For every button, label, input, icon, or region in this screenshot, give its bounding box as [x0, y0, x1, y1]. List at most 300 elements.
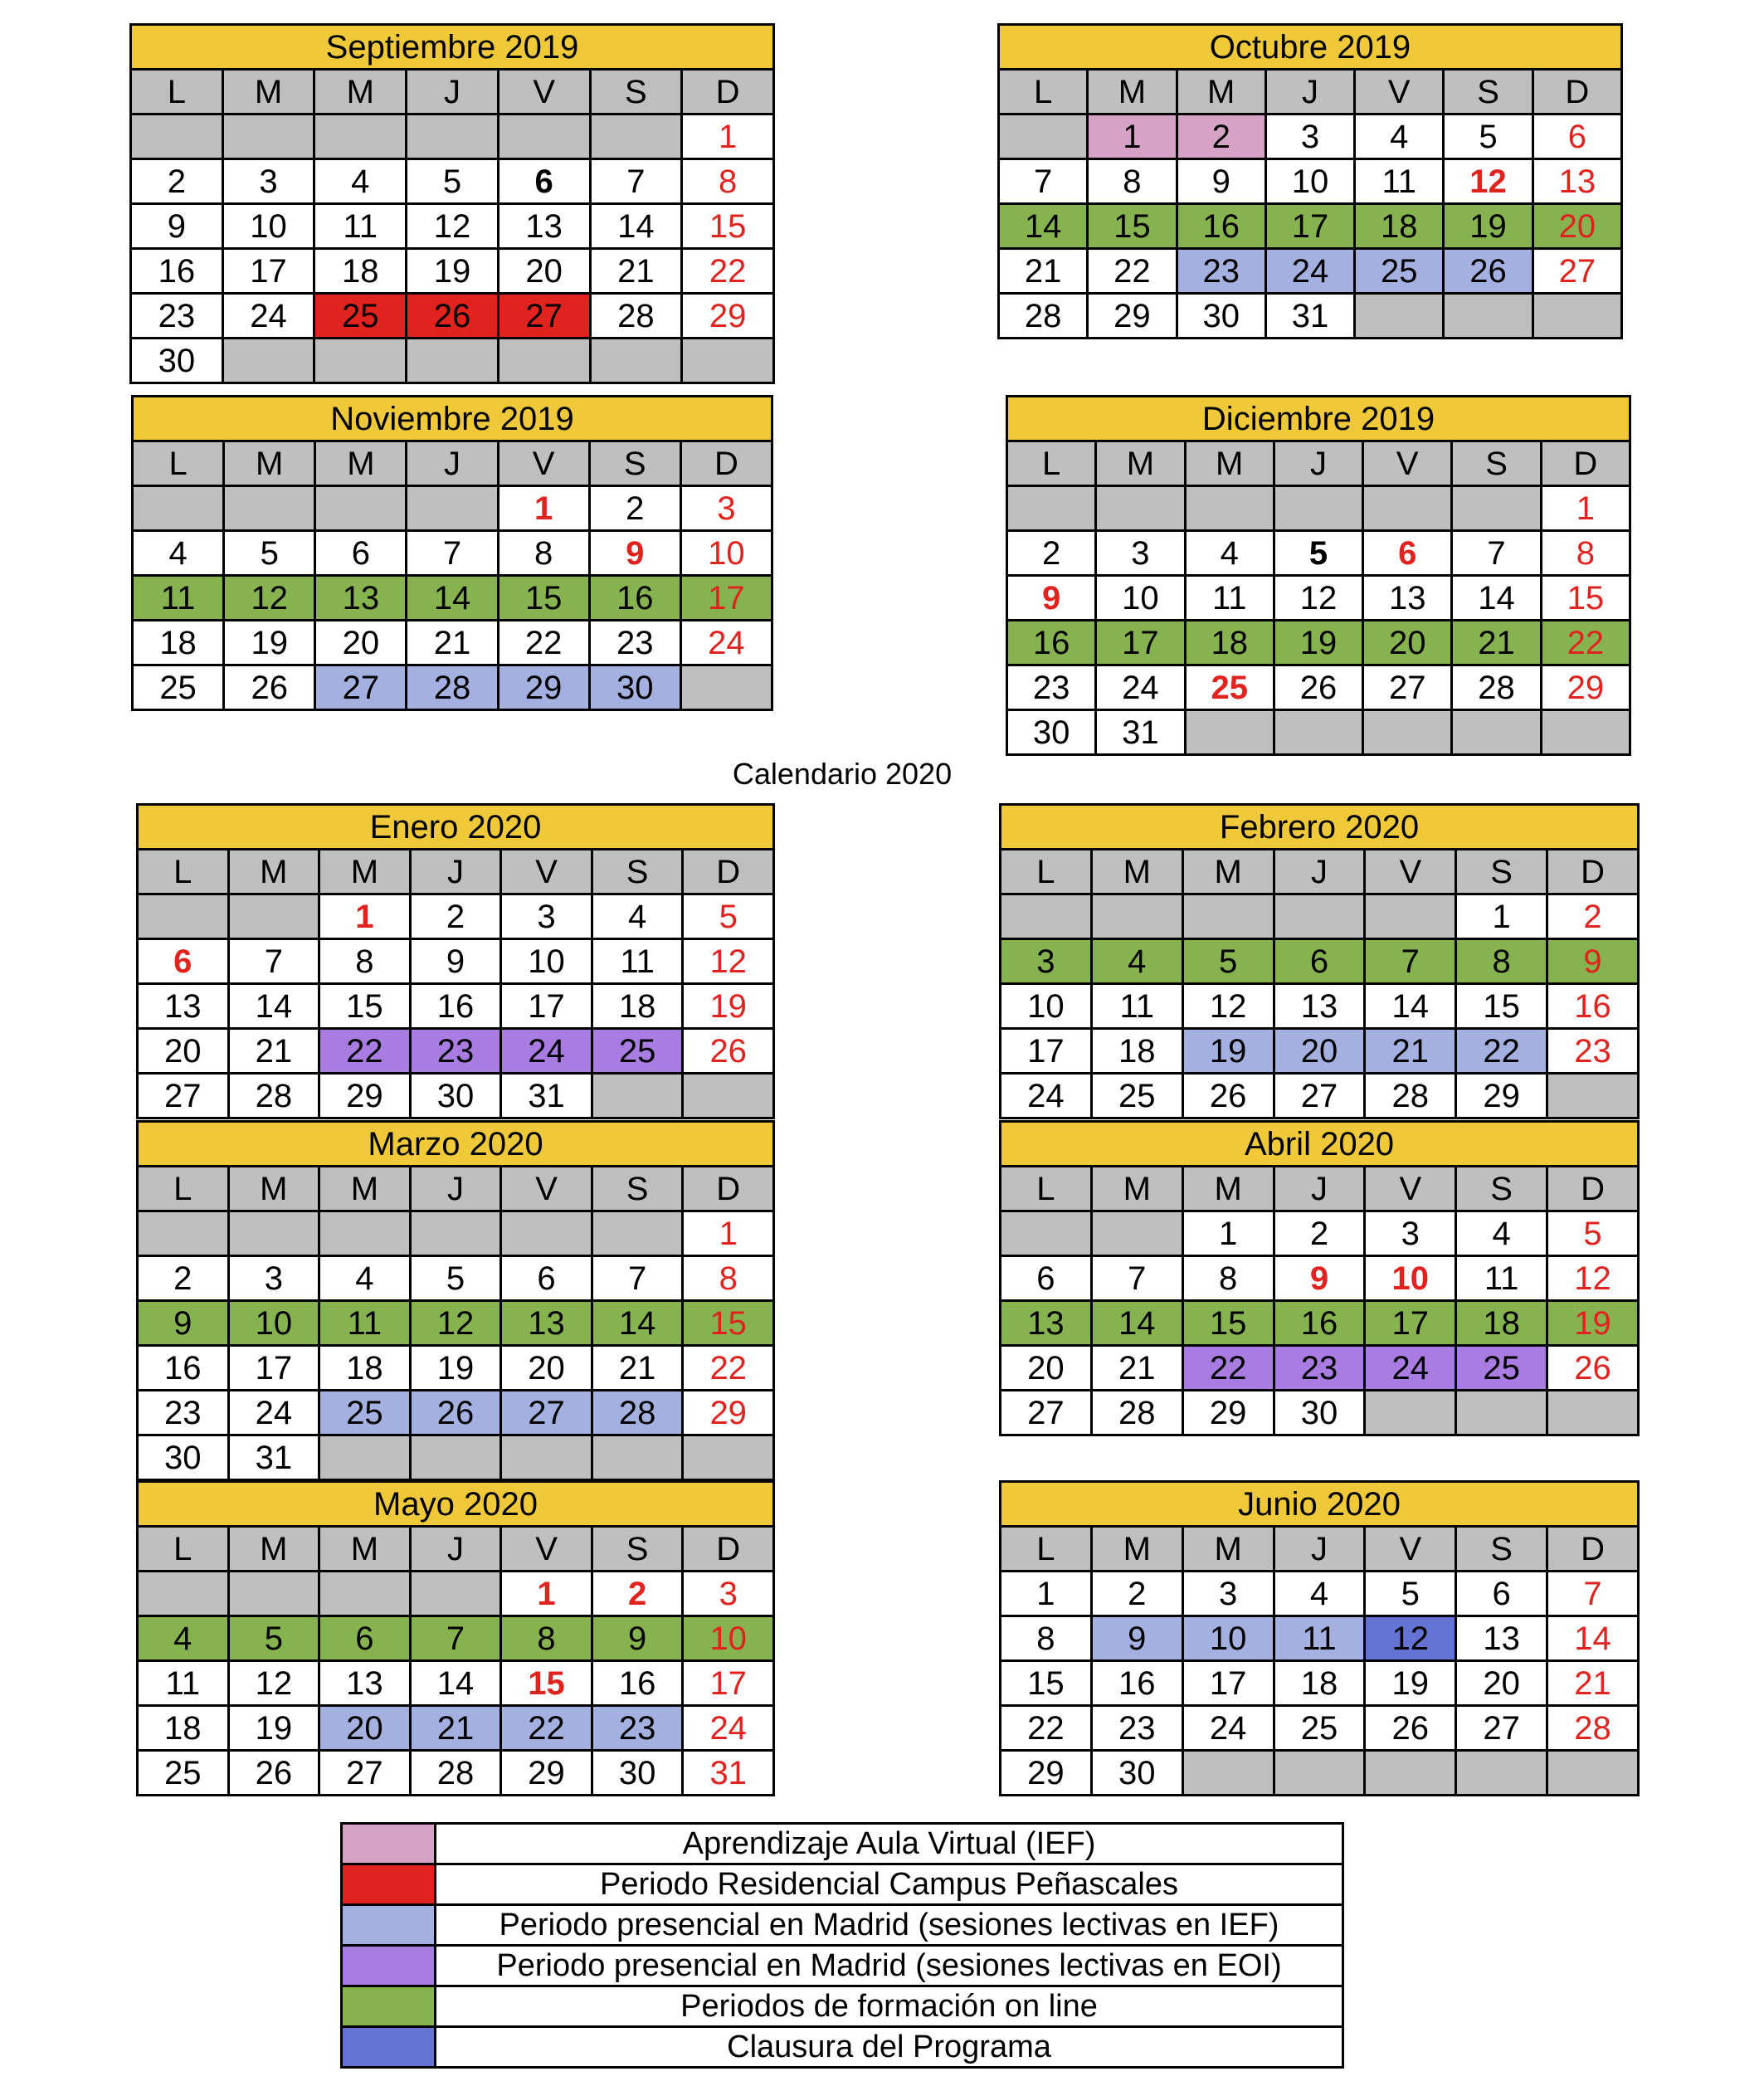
weekday-header: M — [1177, 70, 1265, 115]
empty-day-cell — [498, 115, 590, 159]
day-cell: 10 — [222, 204, 314, 249]
day-cell: 15 — [1456, 984, 1547, 1029]
day-cell: 18 — [1091, 1029, 1182, 1074]
legend-label: Clausura del Programa — [436, 2027, 1343, 2068]
weekday-header: V — [501, 1167, 592, 1211]
legend-swatch — [342, 1864, 436, 1905]
empty-day-cell — [1355, 294, 1444, 339]
empty-day-cell — [228, 894, 319, 939]
empty-day-cell — [314, 115, 407, 159]
day-cell: 9 — [589, 531, 680, 576]
day-cell: 1 — [1456, 894, 1547, 939]
day-cell: 8 — [1456, 939, 1547, 984]
day-cell: 11 — [1274, 1616, 1365, 1661]
day-cell: 8 — [1541, 531, 1630, 576]
day-cell: 9 — [138, 1301, 229, 1346]
day-cell: 4 — [1274, 1572, 1365, 1616]
day-cell: 29 — [1456, 1074, 1547, 1118]
day-cell: 5 — [228, 1616, 319, 1661]
weekday-header: S — [1456, 850, 1547, 894]
day-cell: 19 — [1444, 204, 1533, 249]
weekday-header: S — [592, 1527, 683, 1572]
day-cell: 3 — [1182, 1572, 1274, 1616]
weekday-header: J — [1274, 850, 1365, 894]
weekday-header: V — [501, 850, 592, 894]
legend-swatch — [342, 1946, 436, 1986]
empty-day-cell — [683, 1074, 774, 1118]
day-cell: 14 — [1365, 984, 1456, 1029]
day-cell: 21 — [590, 249, 682, 294]
day-cell: 26 — [228, 1751, 319, 1796]
day-cell: 18 — [319, 1346, 411, 1391]
weekday-header: L — [138, 1527, 229, 1572]
empty-day-cell — [410, 1435, 501, 1480]
day-cell: 30 — [592, 1751, 683, 1796]
day-cell: 27 — [498, 294, 590, 339]
day-cell: 12 — [224, 576, 315, 621]
day-cell: 24 — [683, 1706, 774, 1751]
weekday-header: S — [1456, 1167, 1547, 1211]
day-cell: 9 — [1091, 1616, 1182, 1661]
day-cell: 23 — [1091, 1706, 1182, 1751]
day-cell: 21 — [410, 1706, 501, 1751]
day-cell: 25 — [1274, 1706, 1365, 1751]
day-cell: 20 — [138, 1029, 229, 1074]
weekday-header: S — [592, 850, 683, 894]
day-cell: 25 — [133, 665, 224, 710]
empty-day-cell — [319, 1572, 411, 1616]
empty-day-cell — [592, 1074, 683, 1118]
day-cell: 8 — [1182, 1256, 1274, 1301]
day-cell: 19 — [1274, 621, 1362, 665]
day-cell: 30 — [1091, 1751, 1182, 1796]
calendar-month — [999, 803, 1640, 1119]
day-cell: 14 — [228, 984, 319, 1029]
day-cell: 15 — [1088, 204, 1177, 249]
weekday-header: M — [1091, 1167, 1182, 1211]
empty-day-cell — [683, 1435, 774, 1480]
day-cell: 13 — [1274, 984, 1365, 1029]
day-cell: 29 — [1182, 1391, 1274, 1435]
day-cell: 28 — [999, 294, 1088, 339]
day-cell: 12 — [410, 1301, 501, 1346]
day-cell: 15 — [498, 576, 589, 621]
empty-day-cell — [1444, 294, 1533, 339]
day-cell: 29 — [319, 1074, 411, 1118]
empty-day-cell — [592, 1435, 683, 1480]
weekday-header: M — [319, 1167, 411, 1211]
day-cell: 12 — [1547, 1256, 1639, 1301]
weekday-header: L — [131, 70, 223, 115]
legend-label: Periodos de formación on line — [436, 1986, 1343, 2027]
day-cell: 25 — [138, 1751, 229, 1796]
calendar-month — [999, 1480, 1640, 1796]
day-cell: 27 — [501, 1391, 592, 1435]
day-cell: 8 — [1001, 1616, 1092, 1661]
day-cell: 16 — [131, 249, 223, 294]
day-cell: 20 — [1001, 1346, 1092, 1391]
empty-day-cell — [501, 1435, 592, 1480]
calendar-month — [136, 1480, 775, 1796]
day-cell: 1 — [319, 894, 411, 939]
day-cell: 20 — [1533, 204, 1621, 249]
day-cell: 28 — [590, 294, 682, 339]
weekday-header: S — [1444, 70, 1533, 115]
day-cell: 23 — [1177, 249, 1265, 294]
day-cell: 18 — [1355, 204, 1444, 249]
day-cell: 25 — [1355, 249, 1444, 294]
day-cell: 13 — [1363, 576, 1452, 621]
empty-day-cell — [1365, 1391, 1456, 1435]
day-cell: 16 — [1007, 621, 1096, 665]
day-cell: 26 — [1182, 1074, 1274, 1118]
weekday-header: D — [683, 1527, 774, 1572]
day-cell: 17 — [683, 1661, 774, 1706]
weekday-header: J — [410, 1527, 501, 1572]
day-cell: 28 — [1365, 1074, 1456, 1118]
weekday-header: M — [228, 1167, 319, 1211]
day-cell: 10 — [1265, 159, 1354, 204]
day-cell: 16 — [1177, 204, 1265, 249]
day-cell: 8 — [683, 1256, 774, 1301]
day-cell: 26 — [1444, 249, 1533, 294]
day-cell: 11 — [314, 204, 407, 249]
empty-day-cell — [1274, 710, 1362, 755]
day-cell: 23 — [410, 1029, 501, 1074]
day-cell: 23 — [1547, 1029, 1639, 1074]
day-cell: 21 — [1547, 1661, 1639, 1706]
day-cell: 24 — [680, 621, 772, 665]
weekday-header: D — [682, 70, 774, 115]
day-cell: 13 — [315, 576, 407, 621]
day-cell: 1 — [683, 1211, 774, 1256]
empty-day-cell — [1274, 894, 1365, 939]
month-title: Noviembre 2019 — [133, 397, 772, 441]
empty-day-cell — [1185, 486, 1274, 531]
subtitle: Calendario 2020 — [732, 757, 953, 791]
day-cell: 21 — [1365, 1029, 1456, 1074]
empty-day-cell — [138, 894, 229, 939]
weekday-header: V — [1363, 441, 1452, 486]
day-cell: 4 — [314, 159, 407, 204]
empty-day-cell — [1547, 1391, 1639, 1435]
day-cell: 24 — [501, 1029, 592, 1074]
day-cell: 12 — [228, 1661, 319, 1706]
day-cell: 27 — [1001, 1391, 1092, 1435]
weekday-header: L — [1007, 441, 1096, 486]
day-cell: 24 — [222, 294, 314, 339]
day-cell: 12 — [1365, 1616, 1456, 1661]
day-cell: 4 — [138, 1616, 229, 1661]
day-cell: 7 — [1091, 1256, 1182, 1301]
day-cell: 31 — [228, 1435, 319, 1480]
month-title: Junio 2020 — [1001, 1482, 1639, 1527]
weekday-header: D — [1547, 850, 1639, 894]
weekday-header: L — [138, 850, 229, 894]
day-cell: 20 — [315, 621, 407, 665]
day-cell: 14 — [1452, 576, 1541, 621]
weekday-header: D — [680, 441, 772, 486]
legend-label: Periodo presencial en Madrid (sesiones lectivas en EOI) — [436, 1946, 1343, 1986]
day-cell: 6 — [1363, 531, 1452, 576]
day-cell: 17 — [680, 576, 772, 621]
day-cell: 10 — [228, 1301, 319, 1346]
day-cell: 18 — [314, 249, 407, 294]
day-cell: 23 — [138, 1391, 229, 1435]
day-cell: 2 — [1177, 115, 1265, 159]
day-cell: 6 — [1533, 115, 1621, 159]
day-cell: 26 — [683, 1029, 774, 1074]
day-cell: 3 — [228, 1256, 319, 1301]
empty-day-cell — [1456, 1751, 1547, 1796]
day-cell: 20 — [498, 249, 590, 294]
day-cell: 14 — [592, 1301, 683, 1346]
day-cell: 1 — [498, 486, 589, 531]
empty-day-cell — [138, 1211, 229, 1256]
weekday-header: M — [222, 70, 314, 115]
weekday-header: L — [1001, 850, 1092, 894]
day-cell: 27 — [1363, 665, 1452, 710]
day-cell: 7 — [410, 1616, 501, 1661]
day-cell: 15 — [319, 984, 411, 1029]
empty-day-cell — [1533, 294, 1621, 339]
calendar-month — [136, 1120, 775, 1481]
day-cell: 25 — [314, 294, 407, 339]
day-cell: 10 — [501, 939, 592, 984]
day-cell: 14 — [1091, 1301, 1182, 1346]
empty-day-cell — [1456, 1391, 1547, 1435]
day-cell: 5 — [224, 531, 315, 576]
day-cell: 14 — [590, 204, 682, 249]
weekday-header: M — [1096, 441, 1185, 486]
day-cell: 1 — [682, 115, 774, 159]
day-cell: 25 — [592, 1029, 683, 1074]
day-cell: 13 — [1001, 1301, 1092, 1346]
day-cell: 29 — [1541, 665, 1630, 710]
weekday-header: J — [1274, 441, 1362, 486]
legend-swatch — [342, 1905, 436, 1946]
weekday-header: S — [1456, 1527, 1547, 1572]
day-cell: 31 — [683, 1751, 774, 1796]
empty-day-cell — [1547, 1074, 1639, 1118]
day-cell: 19 — [683, 984, 774, 1029]
weekday-header: M — [1091, 850, 1182, 894]
day-cell: 25 — [1091, 1074, 1182, 1118]
empty-day-cell — [498, 339, 590, 383]
day-cell: 16 — [1547, 984, 1639, 1029]
weekday-header: J — [410, 850, 501, 894]
day-cell: 9 — [131, 204, 223, 249]
day-cell: 12 — [1274, 576, 1362, 621]
day-cell: 13 — [138, 984, 229, 1029]
legend-swatch — [342, 2027, 436, 2068]
empty-day-cell — [1182, 1751, 1274, 1796]
day-cell: 27 — [319, 1751, 411, 1796]
day-cell: 11 — [1355, 159, 1444, 204]
day-cell: 23 — [592, 1706, 683, 1751]
day-cell: 3 — [683, 1572, 774, 1616]
empty-day-cell — [315, 486, 407, 531]
day-cell: 2 — [1007, 531, 1096, 576]
day-cell: 26 — [1274, 665, 1362, 710]
day-cell: 11 — [138, 1661, 229, 1706]
day-cell: 25 — [319, 1391, 411, 1435]
day-cell: 18 — [1274, 1661, 1365, 1706]
day-cell: 7 — [228, 939, 319, 984]
day-cell: 11 — [319, 1301, 411, 1346]
day-cell: 13 — [498, 204, 590, 249]
day-cell: 8 — [1088, 159, 1177, 204]
day-cell: 21 — [228, 1029, 319, 1074]
day-cell: 16 — [592, 1661, 683, 1706]
day-cell: 12 — [1444, 159, 1533, 204]
weekday-header: L — [138, 1167, 229, 1211]
day-cell: 9 — [592, 1616, 683, 1661]
day-cell: 28 — [228, 1074, 319, 1118]
day-cell: 16 — [1274, 1301, 1365, 1346]
day-cell: 5 — [410, 1256, 501, 1301]
day-cell: 13 — [501, 1301, 592, 1346]
legend-label: Aprendizaje Aula Virtual (IEF) — [436, 1824, 1343, 1864]
empty-day-cell — [682, 339, 774, 383]
day-cell: 14 — [1547, 1616, 1639, 1661]
day-cell: 30 — [131, 339, 223, 383]
day-cell: 10 — [1182, 1616, 1274, 1661]
weekday-header: M — [228, 1527, 319, 1572]
day-cell: 4 — [1185, 531, 1274, 576]
weekday-header: S — [589, 441, 680, 486]
weekday-header: M — [1091, 1527, 1182, 1572]
empty-day-cell — [1365, 894, 1456, 939]
calendar-month — [997, 23, 1623, 339]
day-cell: 31 — [501, 1074, 592, 1118]
day-cell: 7 — [590, 159, 682, 204]
day-cell: 9 — [410, 939, 501, 984]
day-cell: 26 — [407, 294, 499, 339]
day-cell: 26 — [224, 665, 315, 710]
weekday-header: D — [683, 850, 774, 894]
day-cell: 1 — [501, 1572, 592, 1616]
weekday-header: V — [498, 441, 589, 486]
day-cell: 14 — [410, 1661, 501, 1706]
day-cell: 6 — [1456, 1572, 1547, 1616]
weekday-header: S — [592, 1167, 683, 1211]
day-cell: 13 — [319, 1661, 411, 1706]
day-cell: 17 — [1001, 1029, 1092, 1074]
day-cell: 23 — [131, 294, 223, 339]
weekday-header: M — [224, 441, 315, 486]
day-cell: 29 — [682, 294, 774, 339]
empty-day-cell — [407, 486, 498, 531]
day-cell: 24 — [1096, 665, 1185, 710]
day-cell: 6 — [498, 159, 590, 204]
month-title: Marzo 2020 — [138, 1122, 774, 1167]
day-cell: 13 — [1456, 1616, 1547, 1661]
empty-day-cell — [501, 1211, 592, 1256]
day-cell: 25 — [1456, 1346, 1547, 1391]
day-cell: 11 — [1091, 984, 1182, 1029]
day-cell: 22 — [1001, 1706, 1092, 1751]
empty-day-cell — [1091, 894, 1182, 939]
day-cell: 29 — [1001, 1751, 1092, 1796]
day-cell: 30 — [1007, 710, 1096, 755]
empty-day-cell — [131, 115, 223, 159]
day-cell: 17 — [1365, 1301, 1456, 1346]
day-cell: 7 — [407, 531, 498, 576]
day-cell: 10 — [1365, 1256, 1456, 1301]
calendar-month — [131, 395, 773, 711]
weekday-header: J — [407, 70, 499, 115]
day-cell: 30 — [138, 1435, 229, 1480]
day-cell: 12 — [407, 204, 499, 249]
day-cell: 15 — [682, 204, 774, 249]
day-cell: 2 — [131, 159, 223, 204]
day-cell: 23 — [1007, 665, 1096, 710]
day-cell: 5 — [683, 894, 774, 939]
day-cell: 9 — [1274, 1256, 1365, 1301]
weekday-header: M — [315, 441, 407, 486]
day-cell: 15 — [1541, 576, 1630, 621]
empty-day-cell — [222, 339, 314, 383]
empty-day-cell — [1001, 894, 1092, 939]
weekday-header: M — [1182, 850, 1274, 894]
empty-day-cell — [133, 486, 224, 531]
day-cell: 12 — [1182, 984, 1274, 1029]
day-cell: 11 — [1456, 1256, 1547, 1301]
day-cell: 6 — [138, 939, 229, 984]
day-cell: 22 — [501, 1706, 592, 1751]
weekday-header: D — [1541, 441, 1630, 486]
day-cell: 14 — [999, 204, 1088, 249]
day-cell: 24 — [228, 1391, 319, 1435]
empty-day-cell — [1007, 486, 1096, 531]
day-cell: 5 — [1444, 115, 1533, 159]
day-cell: 8 — [682, 159, 774, 204]
day-cell: 22 — [1456, 1029, 1547, 1074]
day-cell: 9 — [1177, 159, 1265, 204]
empty-day-cell — [1274, 486, 1362, 531]
day-cell: 10 — [1096, 576, 1185, 621]
day-cell: 3 — [1365, 1211, 1456, 1256]
day-cell: 5 — [1365, 1572, 1456, 1616]
day-cell: 18 — [138, 1706, 229, 1751]
day-cell: 7 — [999, 159, 1088, 204]
day-cell: 21 — [407, 621, 498, 665]
day-cell: 23 — [589, 621, 680, 665]
day-cell: 16 — [138, 1346, 229, 1391]
day-cell: 7 — [592, 1256, 683, 1301]
day-cell: 6 — [1001, 1256, 1092, 1301]
day-cell: 27 — [1533, 249, 1621, 294]
day-cell: 5 — [1274, 531, 1362, 576]
calendar-month — [136, 803, 775, 1119]
day-cell: 30 — [1274, 1391, 1365, 1435]
day-cell: 13 — [1533, 159, 1621, 204]
weekday-header: L — [999, 70, 1088, 115]
empty-day-cell — [1541, 710, 1630, 755]
empty-day-cell — [407, 339, 499, 383]
month-title: Enero 2020 — [138, 805, 774, 850]
day-cell: 6 — [315, 531, 407, 576]
day-cell: 8 — [498, 531, 589, 576]
day-cell: 22 — [1541, 621, 1630, 665]
day-cell: 16 — [1091, 1661, 1182, 1706]
empty-day-cell — [680, 665, 772, 710]
day-cell: 20 — [1363, 621, 1452, 665]
month-title: Mayo 2020 — [138, 1482, 774, 1527]
day-cell: 7 — [1452, 531, 1541, 576]
day-cell: 3 — [1096, 531, 1185, 576]
